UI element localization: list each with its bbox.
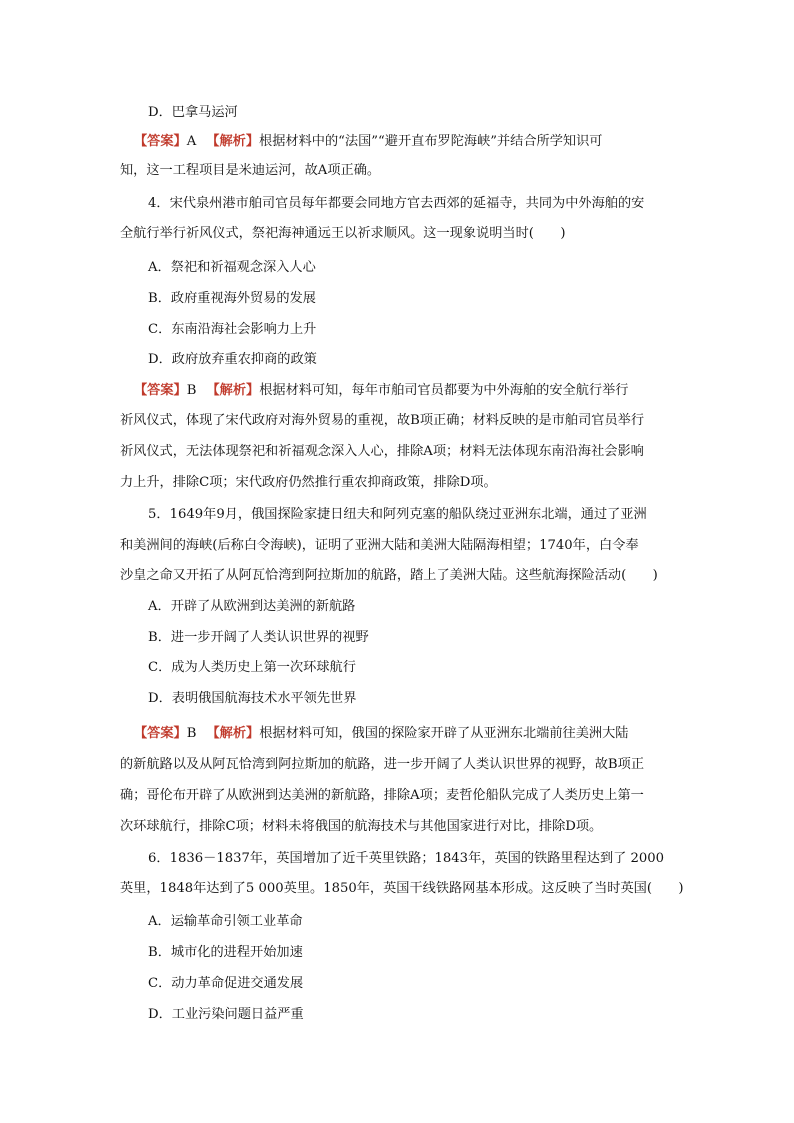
q4-answer-line xyxy=(134,381,694,401)
q4-option-d: D．政府放弃重农抑商的政策 xyxy=(148,352,317,367)
analysis-text: 根据材料中的“法国”“避开直布罗陀海峡”并结合所学知识可 xyxy=(259,134,603,149)
q4-stem: 4．宋代泉州港市舶司官员每年都要会同地方官去西郊的延福寺，共同为中外海舶的安 xyxy=(148,196,645,211)
answer-value: B xyxy=(186,383,197,398)
q4-option-a: A．祭祀和祈福观念深入人心 xyxy=(148,260,316,275)
q3-option-d: D．巴拿马运河 xyxy=(148,105,238,120)
q4-option-b: B．政府重视海外贸易的发展 xyxy=(148,291,316,306)
answer-value: A xyxy=(186,134,197,149)
q6-option-d: D．工业污染问题日益严重 xyxy=(148,1007,304,1022)
q5-option-a: A．开辟了从欧洲到达美洲的新航路 xyxy=(148,599,356,614)
analysis-text: 力上升，排除C项；宋代政府仍然推行重农抑商政策，排除D项。 xyxy=(120,475,497,490)
analysis-text: 根据材料可知，每年市舶司官员都要为中外海舶的安全航行举行 xyxy=(259,383,629,398)
q6-option-b: B．城市化的进程开始加速 xyxy=(148,945,303,960)
q5-option-d: D．表明俄国航海技术水平领先世界 xyxy=(148,691,357,706)
answer-value: B xyxy=(186,726,197,741)
q5-stem: 和美洲间的海峡(后称白令海峡)，证明了亚洲大陆和美洲大陆隔海相望；1740年，白令奉 xyxy=(120,538,639,553)
q5-option-c: C．成为人类历史上第一次环球航行 xyxy=(148,660,356,675)
q6-stem: 6．1836－1837年，英国增加了近千英里铁路；1843年，英国的铁路里程达到了 2000 xyxy=(148,851,665,866)
q4-stem: 全航行举行祈风仪式，祭祀海神通远王以祈求顺风。这一现象说明当时( ) xyxy=(120,226,566,241)
q5-stem: 沙皇之命又开拓了从阿瓦恰湾到阿拉斯加的航路，踏上了美洲大陆。这些航海探险活动( ) xyxy=(120,568,658,583)
q5-stem: 5．1649年9月，俄国探险家捷日纽夫和阿列克塞的船队绕过亚洲东北端，通过了亚洲 xyxy=(148,507,647,522)
analysis-tag: 【解析】 xyxy=(206,726,260,741)
q6-option-a: A．运输革命引领工业革命 xyxy=(148,914,303,929)
q6-stem: 英里，1848年达到了5 000英里。1850年，英国干线铁路网基本形成。这反映了当时英国( ) xyxy=(120,881,684,896)
q5-answer-line xyxy=(134,724,694,744)
analysis-text: 根据材料可知，俄国的探险家开辟了从亚洲东北端前往美洲大陆 xyxy=(259,726,629,741)
q4-option-c: C．东南沿海社会影响力上升 xyxy=(148,322,317,337)
analysis-tag: 【解析】 xyxy=(206,383,260,398)
analysis-text: 知，这一工程项目是米迪运河，故A项正确。 xyxy=(120,163,381,178)
q6-option-c: C．动力革命促进交通发展 xyxy=(148,976,304,991)
q5-option-b: B．进一步开阔了人类认识世界的视野 xyxy=(148,630,369,645)
analysis-text: 的新航路以及从阿瓦恰湾到阿拉斯加的航路，进一步开阔了人类认识世界的视野，故B项正 xyxy=(120,757,644,772)
analysis-text: 祈风仪式，体现了宋代政府对海外贸易的重视，故B项正确；材料反映的是市舶司官员举行 xyxy=(120,413,644,428)
answer-tag: 【答案】 xyxy=(134,134,187,149)
answer-tag: 【答案】 xyxy=(134,383,187,398)
q3-answer-line xyxy=(134,132,694,152)
analysis-text: 祈风仪式，无法体现祭祀和祈福观念深入人心，排除A项；材料无法体现东南沿海社会影响 xyxy=(120,444,644,459)
analysis-text: 次环球航行，排除C项；材料未将俄国的航海技术与其他国家进行对比，排除D项。 xyxy=(120,819,603,834)
analysis-text: 确；哥伦布开辟了从欧洲到达美洲的新航路，排除A项；麦哲伦船队完成了人类历史上第一 xyxy=(120,788,644,803)
analysis-tag: 【解析】 xyxy=(206,134,260,149)
answer-tag: 【答案】 xyxy=(134,726,187,741)
